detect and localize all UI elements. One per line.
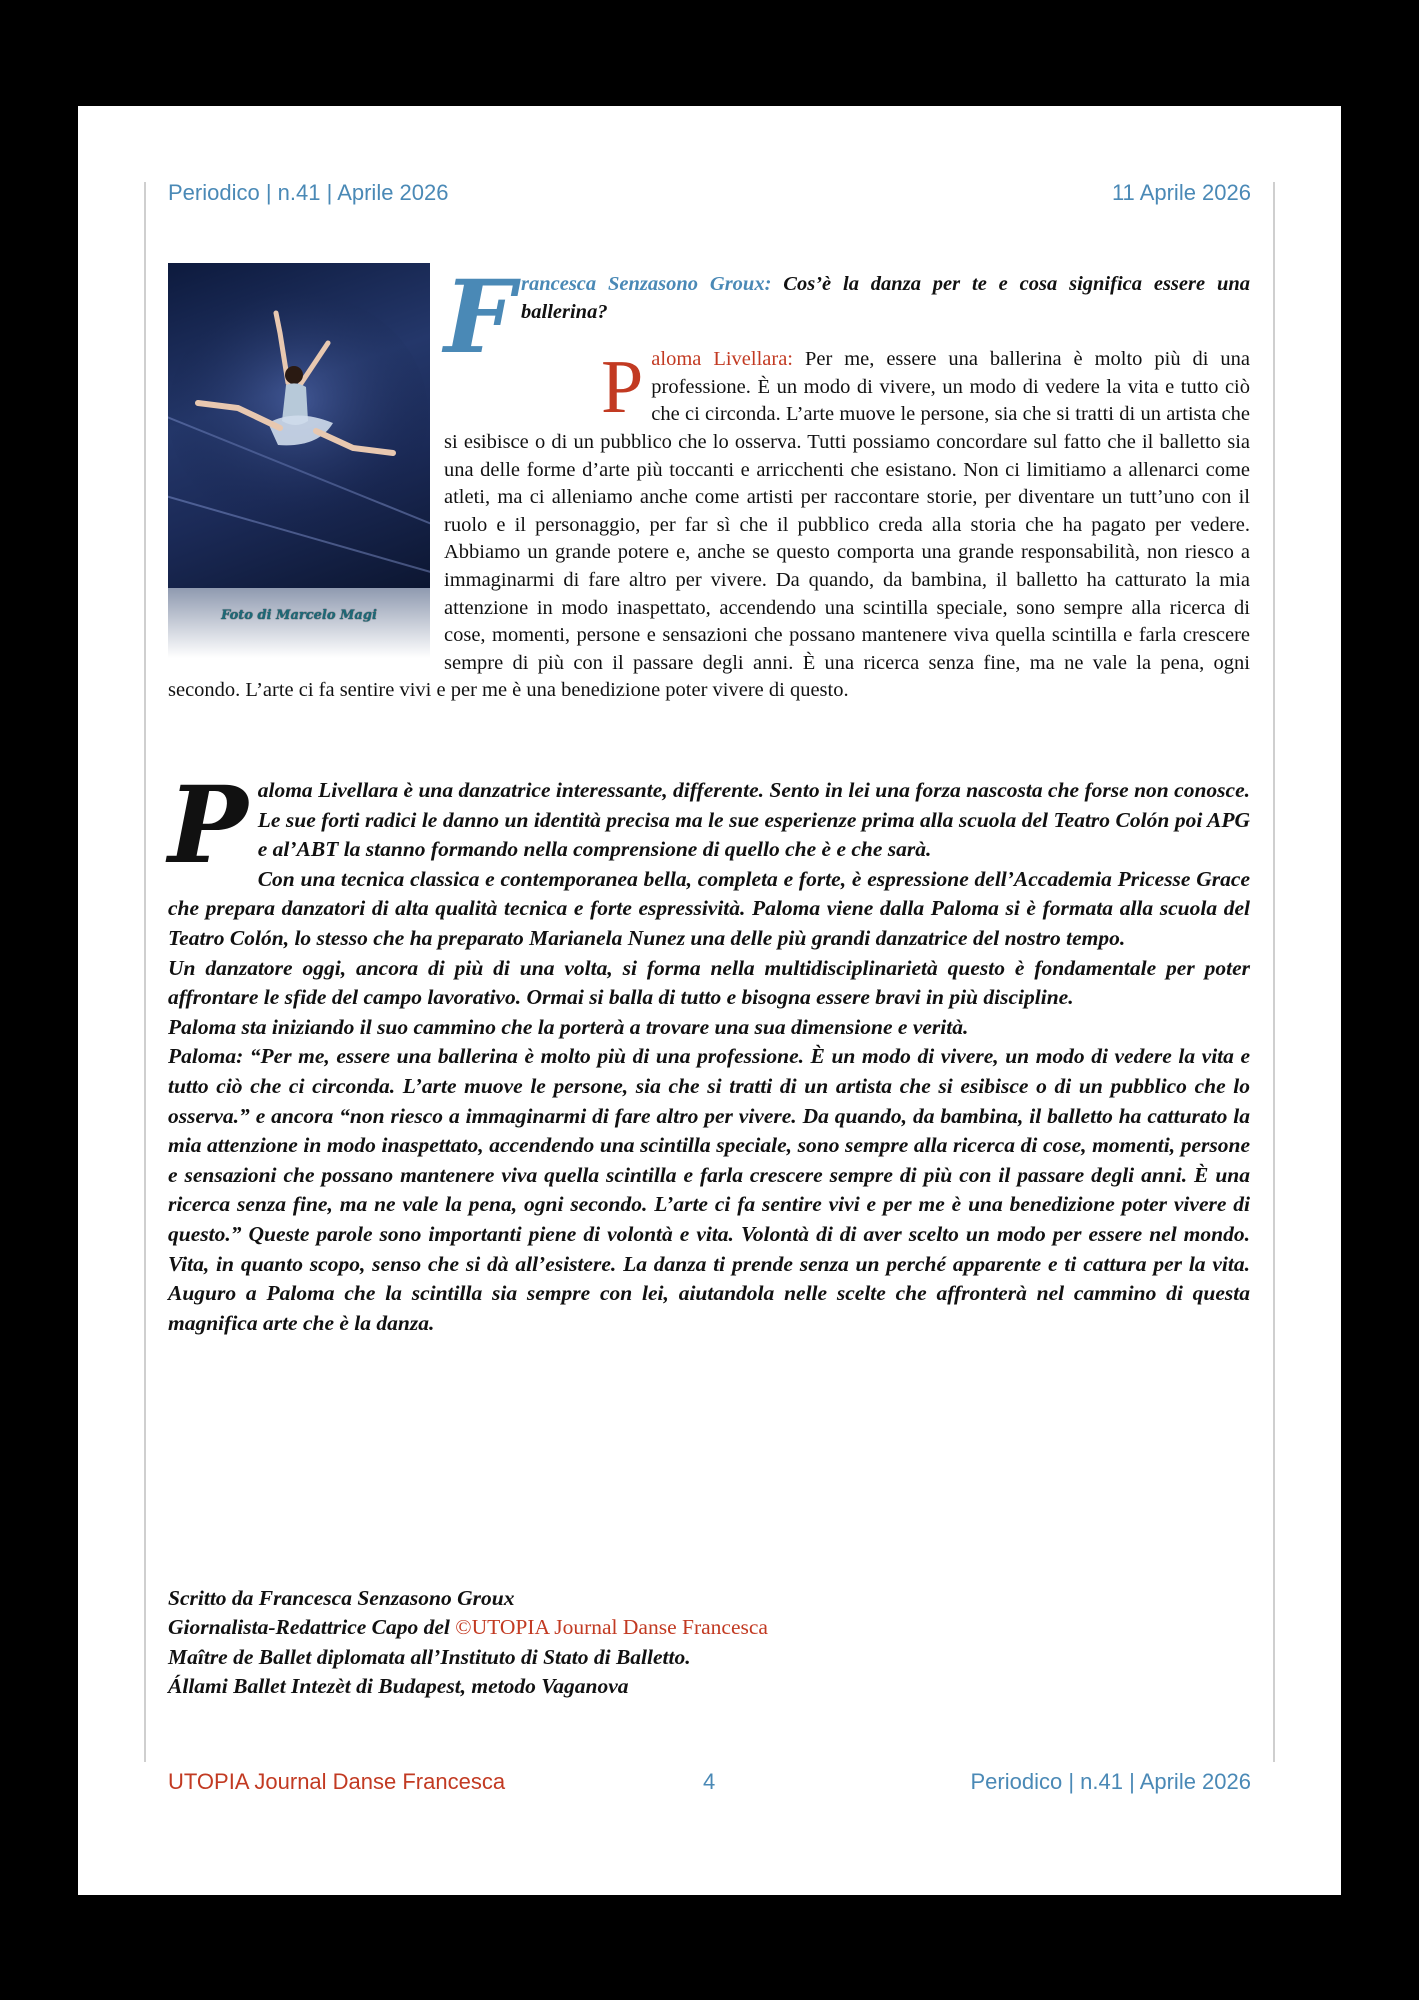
signature-line [168, 1613, 1250, 1642]
footer-journal-name: UTOPIA Journal Danse Francesca [168, 1769, 506, 1794]
journal-brand: ©UTOPIA Journal Danse Francesca [455, 1615, 768, 1640]
essay-paragraph [168, 762, 1250, 887]
signature-role: Giornalista-Redattrice Capo del [168, 1615, 456, 1640]
author-signature [168, 1584, 1250, 1702]
answer-text: Per me, essere una ballerina è molto più di una professione. È un modo di vivere, un modo di vedere la vita e tutto ciò che ci circonda. L’arte muove le persone, sia che si tratti di un artista che si esibisce o di un pubblico che lo osserva. Tutti possiamo concordare sul fatto che il balletto sia una delle forme d’arte più toccanti e arricchenti che esistano. Non ci limitiamo a allenarci come atleti, ma ci alleniamo anche come artisti per raccontare storie, per diventare un tutt’uno con il ruolo e il personaggio, per far sì che il pubblico creda alla storia che ha pagato per vedere. Abbiamo un grande potere e, anche se questo comporta una grande responsabilità, non riesco a immaginarmi di fare altro per vivere. Da quando, da bambina, il balletto ha catturato la mia attenzione in modo inaspettato, accendendo una scintilla speciale, sono sempre alla ricerca di cose, momenti, persone e sensazioni che possano mantenere viva quella scintilla e farla crescere sempre di più con il passare degli anni. È una ricerca senza fine, ma ne vale la pena, ogni secondo. L’arte ci fa sentire vivi e per me è una benedizione poter vivere di questo. [168, 348, 1251, 702]
signature-line: Maître de Ballet diplomata all’Instituto di Stato di Balletto. [168, 1644, 691, 1669]
question-drop-cap: F [444, 258, 515, 376]
photo-text-wrap [168, 271, 444, 666]
signature-line: Állami Ballet Intezèt di Budapest, metodo Vaganova [168, 1674, 629, 1699]
header-issue-info: Periodico | n.41 | Aprile 2026 [168, 180, 449, 205]
essay-paragraph: Un danzatore oggi, ancora di più di una volta, si forma nella multidisciplinarietà questo è fondamentale per poter affrontare le sfide del campo lavorativo. Ormai si balla di tutto e bisogna essere bravi in più discipline. [168, 955, 1250, 1010]
essay-paragraph: Paloma: “Per me, essere una ballerina è molto più di una professione. È un modo di vivere, un modo di vedere la vita e tutto ciò che ci circonda. L’arte muove le persone, sia che si tratti di un artista che si esibisce o di un pubblico che lo osserva.” e ancora “non riesco a immaginarmi di fare altro per vivere. Da quando, da bambina, il balletto ha catturato la mia attenzione in modo inaspettato, accendendo una scintilla speciale, sono sempre alla ricerca di cose, momenti, persone e sensazioni che possano mantenere viva quella scintilla e farla crescere sempre di più con il passare degli anni. È una ricerca senza fine, ma ne vale la pena, ogni secondo. L’arte ci fa sentire vivi e per me è una benedizione poter vivere di questo.” Queste parole sono importanti piene di volontà e vita. Volontà di di aver scelto un modo per essere nel mondo. Vita, in quanto scopo, senso che si dà all’esistere. La danza ti prende senza un perché apparente e ti cattura per la vita. Auguro a Paloma che la scintilla sia sempre con lei, aiutandola nelle scelte che affronterà nel cammino di questa magnifica arte che è la danza. [168, 1044, 1250, 1335]
document-page [78, 106, 1341, 1895]
photo-credit: Foto di Marcelo Magi [221, 608, 377, 623]
essay-paragraph: Paloma sta iniziando il suo cammino che la porterà a trovare una sua dimensione e verità. [168, 1014, 969, 1039]
question-speaker: rancesca Senzasono Groux: [521, 273, 772, 295]
essay-section [168, 762, 1250, 1338]
essay-paragraph-text: aloma Livellara è una danzatrice interessante, differente. Sento in lei una forza nascosta che forse non conosce. Le sue forti radici le danno un identità precisa ma le sue esperienze prima alla scuola del Teatro Colón poi APG e al’ABT la stanno formando nella comprensione di quello che è e che sarà. [257, 778, 1250, 862]
essay-paragraph: Con una tecnica classica e contemporanea bella, completa e forte, è espressione dell’Accademia Pricesse Grace che prepara danzatori di alta qualità tecnica e forte espressività. Paloma viene dalla Paloma si è formata alla scuola del Teatro Colón, lo stesso che ha preparato Marianela Nunez una delle più grandi danzatrice del nostro tempo. [168, 866, 1250, 950]
right-margin-rule [1273, 182, 1275, 1762]
answer-speaker: aloma Livellara: [651, 348, 793, 371]
footer-issue-info: Periodico | n.41 | Aprile 2026 [970, 1769, 1251, 1794]
interview-section [168, 258, 1251, 705]
answer-drop-cap: P [601, 345, 644, 430]
signature-line: Scritto da Francesca Senzasono Groux [168, 1586, 515, 1610]
left-margin-rule [144, 182, 146, 1762]
question-text: Cos’è la danza per te e cosa significa essere una ballerina? [521, 273, 1251, 323]
essay-drop-cap: P [168, 762, 248, 887]
page-number: 4 [703, 1769, 716, 1794]
header-date: 11 Aprile 2026 [1111, 180, 1251, 205]
